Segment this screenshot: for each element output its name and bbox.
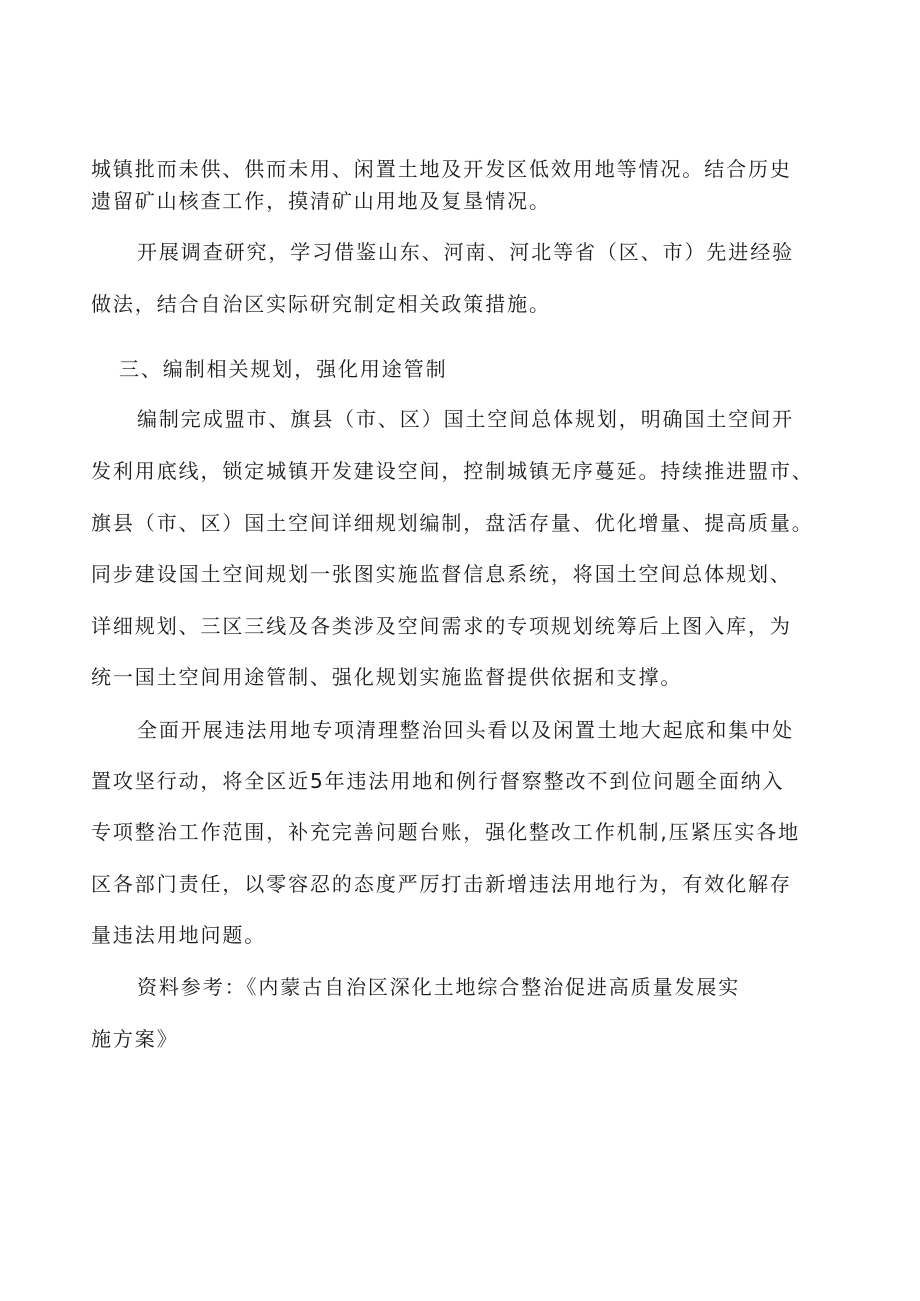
text-line: 详细规划、三区三线及各类涉及空间需求的专项规划统筹后上图入库，为 (91, 614, 792, 638)
text-line: 编制完成盟市、旗县（市、区）国土空间总体规划，明确国土空间开 (137, 407, 794, 431)
text-line: 区各部门责任，以零容忍的态度严厉打击新增违法用地行为，有效化解存 (91, 872, 792, 896)
text-line: 发利用底线，锁定城镇开发建设空间，控制城镇无序蔓延。持续推进盟市、 (91, 459, 814, 483)
reference-line: 施方案》 (91, 1027, 179, 1051)
text-line: 开展调查研究，学习借鉴山东、河南、河北等省（区、市）先进经验 (137, 240, 794, 264)
text-line: 量违法用地问题。 (91, 923, 267, 947)
text-line: 置攻坚行动，将全区近5年违法用地和例行督察整改不到位问题全面纳入 (91, 769, 785, 793)
text-line: 专项整治工作范围，补充完善问题台账，强化整改工作机制,压紧压实各地 (91, 820, 801, 844)
reference-line: 资料参考：《内蒙古自治区深化土地综合整治促进高质量发展实 (137, 975, 741, 999)
text-line: 旗县（市、区）国土空间详细规划编制，盘活存量、优化增量、提高质量。 (91, 511, 814, 535)
text-line: 同步建设国土空间规划一张图实施监督信息系统，将国土空间总体规划、 (91, 562, 792, 586)
text-line: 全面开展违法用地专项清理整治回头看以及闲置土地大起底和集中处 (137, 718, 794, 742)
text-line: 统一国土空间用途管制、强化规划实施监督提供依据和支撑。 (91, 665, 683, 689)
text-line: 遗留矿山核查工作，摸清矿山用地及复垦情况。 (91, 189, 551, 213)
text-line: 城镇批而未供、供而未用、闲置土地及开发区低效用地等情况。结合历史 (91, 157, 792, 181)
text-line: 做法，结合自治区实际研究制定相关政策措施。 (91, 292, 551, 316)
section-heading: 三、编制相关规划，强化用途管制 (119, 357, 448, 381)
